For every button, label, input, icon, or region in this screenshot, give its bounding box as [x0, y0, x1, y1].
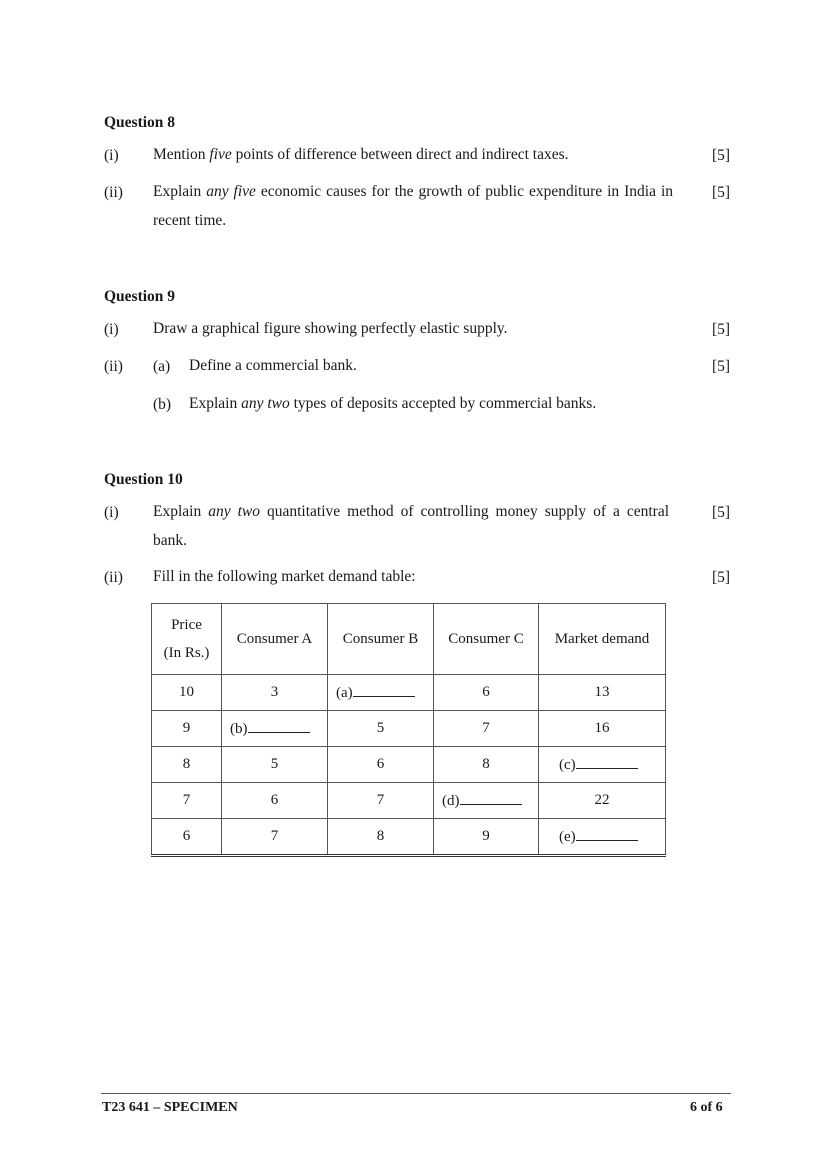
q8-i-marks: [5] — [712, 147, 731, 164]
table-cell: 9 — [152, 711, 222, 747]
q9-ii-number: (ii) — [104, 358, 123, 375]
table-row — [152, 819, 666, 856]
table-cell: 6 — [328, 747, 434, 783]
table-cell: 5 — [222, 747, 328, 783]
header-consumer-b: Consumer B — [328, 604, 434, 675]
question-8-title: Question 8 — [104, 114, 176, 131]
q10-ii-number: (ii) — [104, 569, 123, 586]
table-cell: 13 — [539, 675, 666, 711]
table-row — [152, 783, 666, 819]
table-cell: 16 — [539, 711, 666, 747]
q8-ii-text: Explain any five economic causes for the growth of public expenditure in India in recent time. — [153, 183, 673, 229]
table-cell: 3 — [222, 675, 328, 711]
q9-i-number: (i) — [104, 321, 119, 338]
q9-ii-b-label: (b) — [153, 396, 172, 413]
table-cell-blank: (d) — [434, 783, 539, 819]
header-consumer-c: Consumer C — [434, 604, 539, 675]
question-9-title: Question 9 — [104, 288, 176, 305]
q9-i-marks: [5] — [712, 321, 731, 338]
q8-i-text: Mention five points of difference between direct and indirect taxes. — [153, 146, 569, 163]
header-market-demand: Market demand — [539, 604, 666, 675]
table-cell: 7 — [328, 783, 434, 819]
q10-i-text: Explain any two quantitative method of controlling money supply of a central bank. — [153, 503, 670, 549]
table-cell: 8 — [152, 747, 222, 783]
q9-ii-marks: [5] — [712, 358, 731, 375]
table-cell: 6 — [222, 783, 328, 819]
table-cell-blank: (c) — [539, 747, 666, 783]
q9-i-text: Draw a graphical figure showing perfectly elastic supply. — [153, 320, 508, 337]
q10-i-number: (i) — [104, 504, 119, 521]
q10-ii-text: Fill in the following market demand table: — [153, 568, 416, 585]
market-demand-table — [151, 603, 666, 857]
q8-ii-number: (ii) — [104, 184, 123, 201]
table-cell: 7 — [434, 711, 539, 747]
table-cell: 8 — [434, 747, 539, 783]
header-price: Price (In Rs.) — [152, 604, 222, 675]
table-header-row — [152, 604, 666, 675]
table-cell: 6 — [434, 675, 539, 711]
table-cell-blank: (a) — [328, 675, 434, 711]
paper-code: T23 641 – SPECIMEN — [102, 1100, 238, 1115]
table-cell-blank: (b) — [222, 711, 328, 747]
table-cell: 8 — [328, 819, 434, 856]
q8-i-number: (i) — [104, 147, 119, 164]
table-cell: 6 — [152, 819, 222, 856]
table-row — [152, 675, 666, 711]
table-cell: 9 — [434, 819, 539, 856]
header-consumer-a: Consumer A — [222, 604, 328, 675]
table-cell-blank: (e) — [539, 819, 666, 856]
table-row — [152, 747, 666, 783]
table-row — [152, 711, 666, 747]
table-cell: 22 — [539, 783, 666, 819]
q9-ii-b-text: Explain any two types of deposits accepted by commercial banks. — [189, 395, 597, 412]
table-cell: 7 — [222, 819, 328, 856]
q9-ii-a-label: (a) — [153, 358, 171, 375]
table-cell: 7 — [152, 783, 222, 819]
table-cell: 5 — [328, 711, 434, 747]
table-cell: 10 — [152, 675, 222, 711]
question-10-title: Question 10 — [104, 471, 183, 488]
q10-ii-marks: [5] — [712, 569, 731, 586]
page-number: 6 of 6 — [690, 1100, 723, 1115]
q9-ii-a-text: Define a commercial bank. — [189, 357, 357, 374]
q10-i-marks: [5] — [712, 504, 731, 521]
footer-divider — [101, 1093, 731, 1094]
q8-ii-marks: [5] — [712, 184, 731, 201]
